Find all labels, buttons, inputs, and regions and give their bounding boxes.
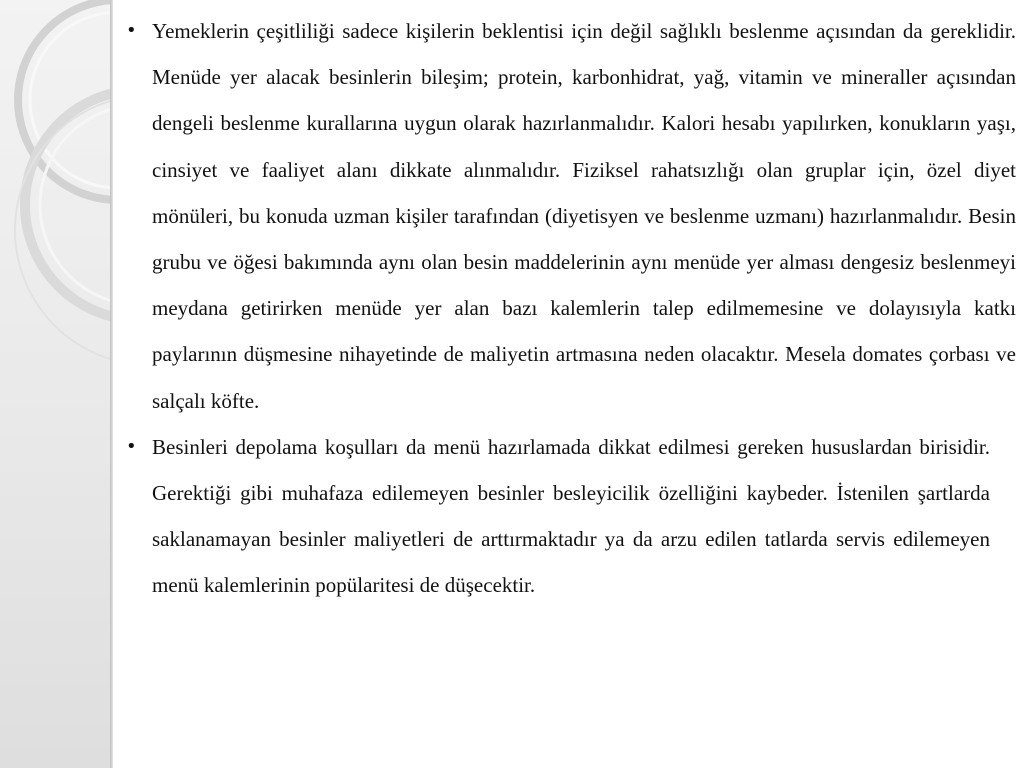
bullet-menu-variety: • Yemeklerin çeşitliliği sadece kişilerin beklentisi için değil sağlıklı beslenme açısından da gereklidir. Menüde yer alacak besinlerin bileşim; protein, karbonhidrat, yağ, vitamin ve mineraller açısından dengeli beslenme kurallarına uygun olarak hazırlanmalıdır. Kalori hesabı yapılırken, konukların yaşı, cinsiyet ve faaliyet alanı dikkate alınmalıdır. Fiziksel rahatsızlığı olan gruplar için, özel diyet mönüleri, bu konuda uzman kişiler tarafından (diyetisyen ve beslenme uzmanı) hazırlanmalıdır. Besin grubu ve öğesi bakımında aynı olan besin maddelerinin aynı menüde yer alması dengesiz beslenmeyi meydana getirirken menüde yer alan bazı kalemlerin talep edilmemesine ve dolayısıyla katkı paylarının düşmesine nihayetinde de maliyetin artmasına neden olacaktır. Mesela domates çorbası ve salçalı köfte. bbox=[122, 8, 1016, 424]
slide-content bbox=[122, 8, 1016, 609]
decorative-side-panel bbox=[0, 0, 112, 768]
decorative-rings-graphic bbox=[0, 0, 112, 768]
side-panel-edge bbox=[110, 0, 113, 768]
bullet-food-storage: • Besinleri depolama koşulları da menü hazırlamada dikkat edilmesi gereken hususlardan birisidir. Gerektiği gibi muhafaza edilemeyen besinler besleyicilik özelliğini kaybeder. İstenilen şartlarda saklanamayan besinler maliyetleri de arttırmaktadır ya da arzu edilen tatlarda servis edilemeyen menü kalemlerinin popülaritesi de düşecektir. bbox=[122, 424, 990, 609]
